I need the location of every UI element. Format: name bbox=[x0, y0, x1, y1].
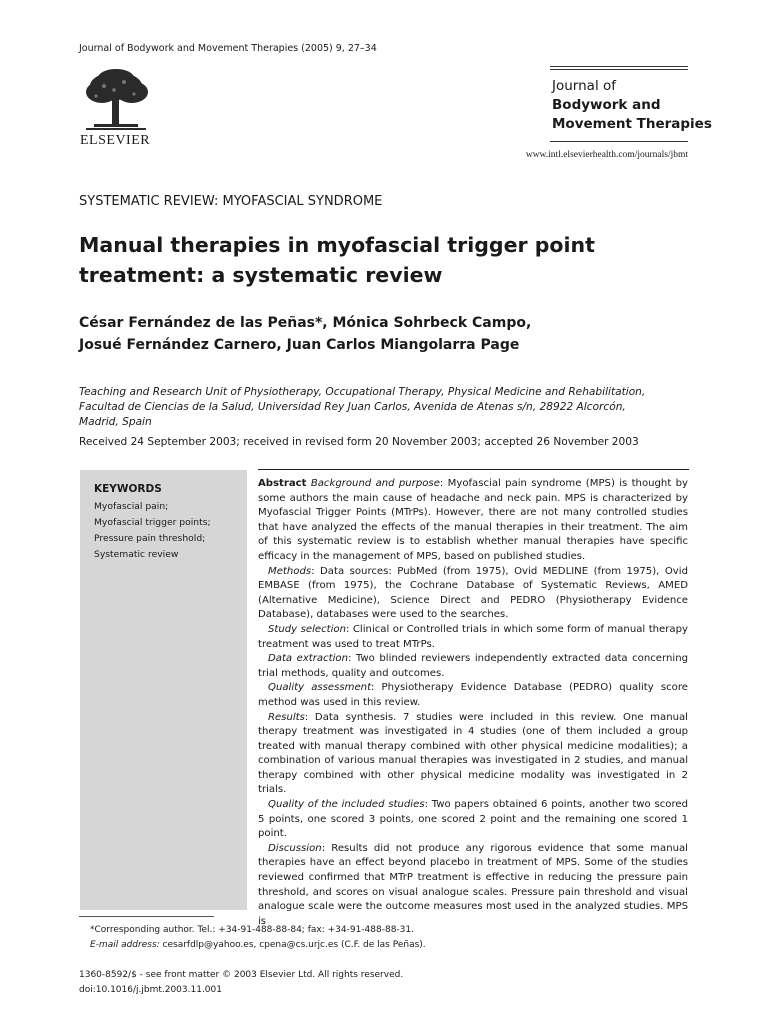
article-title-line-1: Manual therapies in myofascial trigger point bbox=[79, 233, 595, 257]
selection-label: Study selection bbox=[268, 623, 346, 635]
methods-label: Methods bbox=[268, 565, 312, 577]
journal-top-rule-2 bbox=[550, 69, 688, 70]
authors-line-2: Josué Fernández Carnero, Juan Carlos Miangolarra Page bbox=[79, 336, 520, 353]
background-label: Background and purpose bbox=[310, 478, 440, 489]
extraction-text: : Two blinded reviewers independently extracted data concerning trial methods, quality and outcomes. bbox=[258, 653, 688, 679]
received-dates: Received 24 September 2003; received in revised form 20 November 2003; accepted 26 November 2003 bbox=[79, 436, 639, 448]
journal-bottom-rule bbox=[550, 141, 688, 142]
journal-top-rule bbox=[550, 66, 688, 67]
discussion-label: Discussion bbox=[268, 842, 322, 854]
extraction-label: Data extraction bbox=[268, 653, 348, 665]
journal-title-line-1: Journal of bbox=[552, 78, 616, 94]
email-line bbox=[90, 938, 426, 953]
abstract-quality bbox=[258, 681, 688, 710]
keyword-item: Pressure pain threshold; bbox=[94, 533, 206, 544]
running-header: Journal of Bodywork and Movement Therapies (2005) 9, 27–34 bbox=[79, 43, 377, 54]
abstract-label: Abstract bbox=[258, 478, 307, 489]
article-title bbox=[79, 230, 699, 290]
selection-text: : Clinical or Controlled trials in which some form of manual therapy treatment was used to treat MTrPs. bbox=[258, 623, 688, 650]
copyright-block bbox=[79, 968, 403, 998]
quality-text: : Physiotherapy Evidence Database (PEDRO) quality score method was used in this review. bbox=[258, 682, 688, 708]
abstract-results bbox=[258, 711, 688, 799]
results-label: Results bbox=[268, 711, 305, 723]
abstract-top-rule bbox=[258, 469, 689, 470]
journal-title-line-2: Bodywork and bbox=[552, 97, 661, 113]
doi-line[interactable]: doi:10.1016/j.jbmt.2003.11.001 bbox=[79, 985, 222, 995]
author-list bbox=[79, 313, 531, 356]
section-heading: SYSTEMATIC REVIEW: MYOFASCIAL SYNDROME bbox=[79, 194, 383, 209]
email-addresses[interactable]: cesarfdlp@yahoo.es, cpena@cs.urjc.es (C.F. de las Peñas). bbox=[159, 940, 426, 950]
abstract bbox=[258, 477, 688, 929]
keywords-box bbox=[80, 470, 247, 910]
affiliation-line-1: Teaching and Research Unit of Physiotherapy, Occupational Therapy, Physical Medicine and Rehabilitation, bbox=[79, 386, 646, 398]
journal-title-line-3: Movement Therapies bbox=[552, 116, 712, 132]
email-label: E-mail address: bbox=[90, 940, 160, 950]
authors-line-1: César Fernández de las Peñas*, Mónica Sohrbeck Campo, bbox=[79, 315, 532, 331]
keywords-list bbox=[94, 499, 211, 563]
discussion-text: : Results did not produce any rigorous evidence that some manual therapies have an effect beyond placebo in treatment of MPS. Some of the studies reviewed confirmed that MTrP treatment is effective in reducing the pressure pain threshold, and scores on visual analogue scales. Pressure pain threshold and visual analogue scale were the outcome measures most used in the analyzed studies. MPS is bbox=[258, 842, 688, 927]
included-text: : Two papers obtained 6 points, another two scored 5 points, one scored 3 points, one scored 2 point and the remaining one scored 1 point. bbox=[258, 799, 689, 840]
abstract-included bbox=[258, 798, 688, 842]
abstract-methods bbox=[258, 565, 688, 623]
article-title-line-2: treatment: a systematic review bbox=[79, 263, 443, 287]
publisher-name: ELSEVIER bbox=[80, 133, 151, 148]
footnote-rule bbox=[79, 916, 214, 917]
affiliation-line-2: Facultad de Ciencias de la Salud, Universidad Rey Juan Carlos, Avenida de Atenas s/n, 28922 Alcorcón, bbox=[79, 401, 626, 413]
keyword-item: Systematic review bbox=[94, 549, 179, 560]
background-text: : Myofascial pain syndrome (MPS) is thought by some authors the main cause of headache and neck pain. MPS is characterized by Myofascial Trigger Points (MTrPs). However, there are not many controlled studies that have analyzed the effects of the manual therapies in their treatment. The aim of this systematic review is to establish whether manual therapies have specific efficacy in the management of MPS, based on published studies. bbox=[258, 478, 688, 562]
keywords-heading: KEYWORDS bbox=[94, 483, 162, 495]
corresponding-author: *Corresponding author. Tel.: +34-91-488-88-84; fax: +34-91-488-88-31. bbox=[90, 925, 414, 935]
footnote bbox=[90, 923, 426, 953]
keyword-item: Myofascial pain; bbox=[94, 501, 169, 512]
abstract-extraction bbox=[258, 652, 688, 681]
results-text: : Data synthesis. 7 studies were included in this review. One manual therapy treatment was investigated in 4 studies (one of them included a group treated with manual therapy combined with other physical medicine modalities); a combination of various manual therapies was investigated in 2 studies, and manual therapy combined with other physical medicine modality was investigated in 2 trials. bbox=[258, 711, 688, 796]
copyright-line: 1360-8592/$ - see front matter © 2003 Elsevier Ltd. All rights reserved. bbox=[79, 970, 404, 980]
affiliation bbox=[79, 385, 699, 430]
methods-text: : Data sources: PubMed (from 1975), Ovid MEDLINE (from 1975), Ovid EMBASE (from 1975), the Cochrane Database of Systematic Reviews, AMED (Alternative Medicine), Science Direct and PEDRO (Physiotherapy Evidence Database), databases were used to the searches. bbox=[258, 565, 688, 621]
included-label: Quality of the included studies bbox=[268, 799, 425, 811]
quality-label: Quality assessment bbox=[268, 682, 372, 694]
keyword-item: Myofascial trigger points; bbox=[94, 517, 211, 528]
abstract-background bbox=[258, 477, 688, 565]
affiliation-line-3: Madrid, Spain bbox=[79, 416, 152, 428]
journal-url[interactable]: www.intl.elsevierhealth.com/journals/jbmt bbox=[525, 150, 688, 160]
journal-title bbox=[552, 77, 712, 134]
abstract-discussion bbox=[258, 842, 688, 930]
abstract-selection bbox=[258, 623, 688, 652]
